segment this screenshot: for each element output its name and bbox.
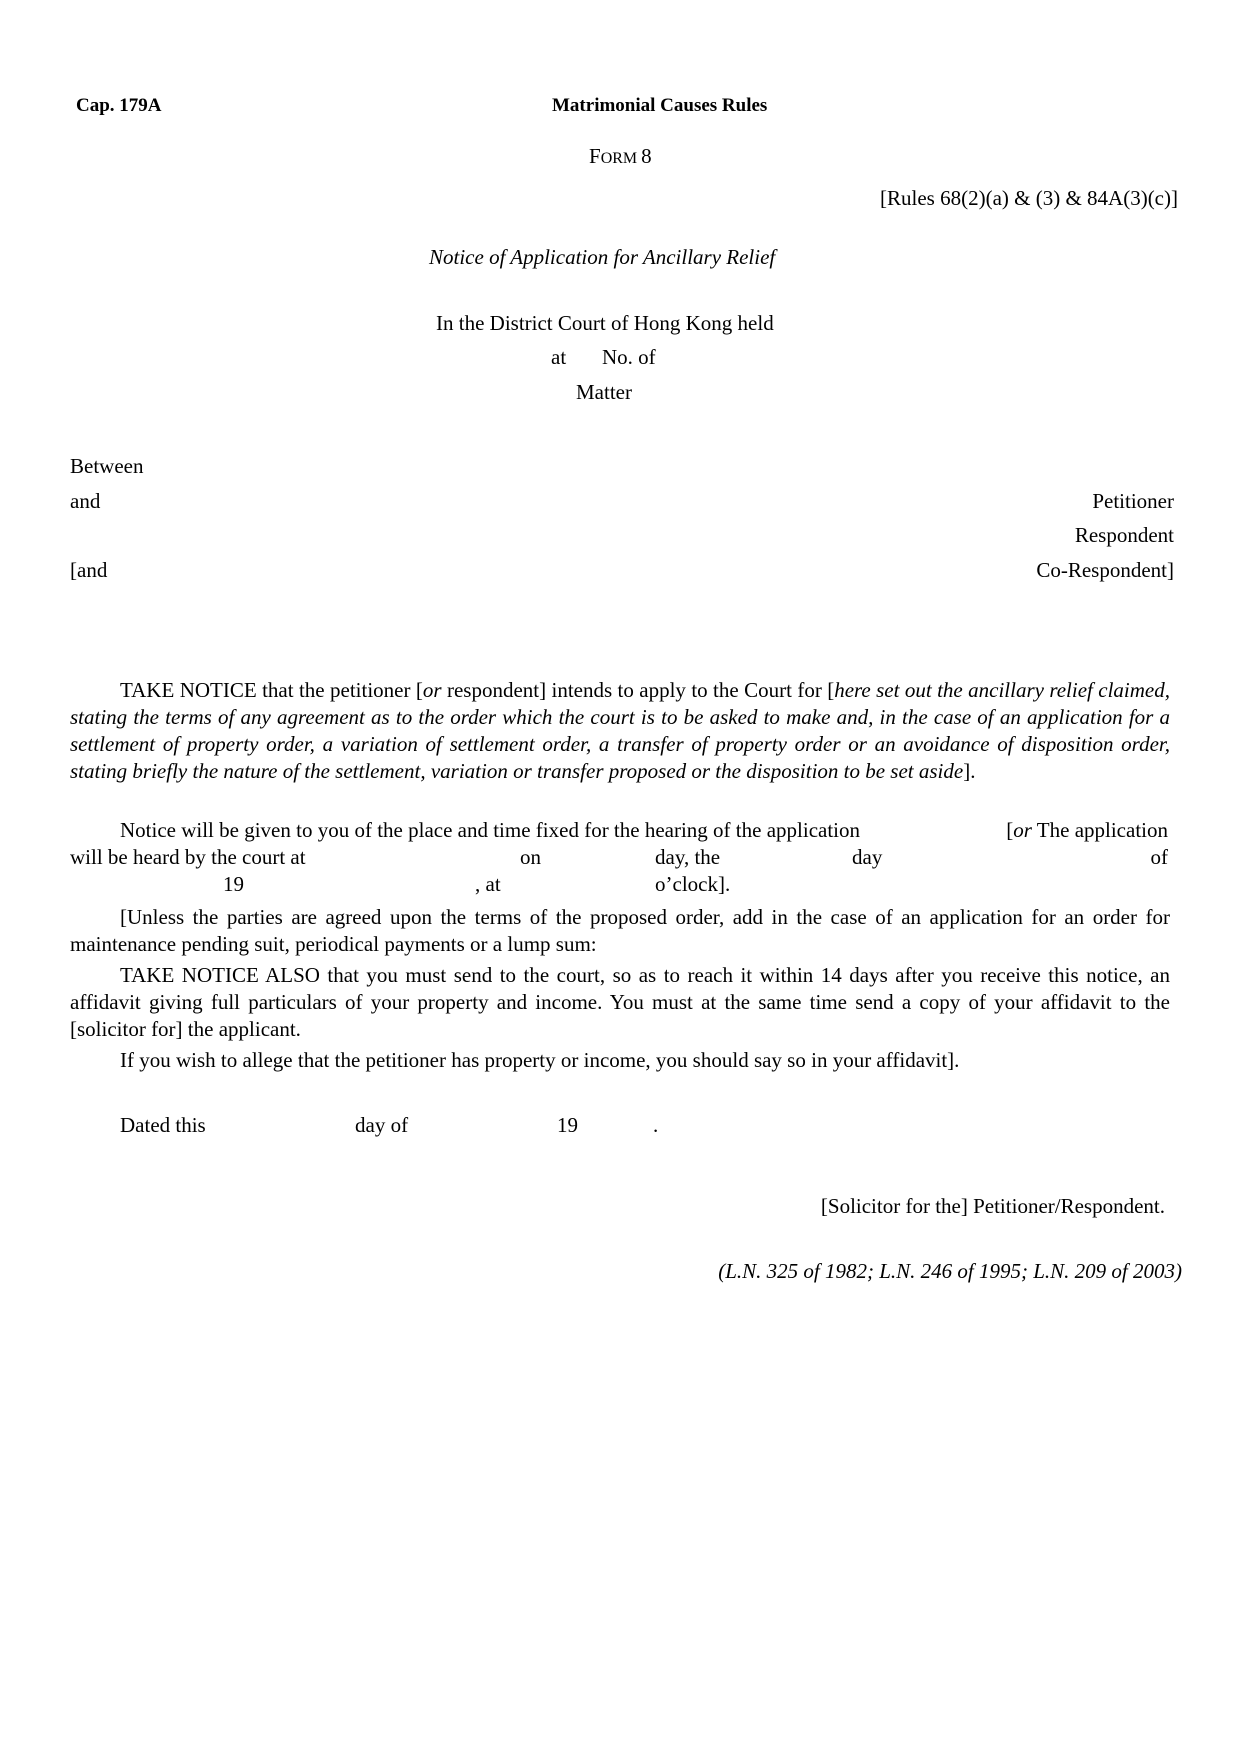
take-notice-paragraph bbox=[70, 677, 1170, 785]
p2-line2-on: on bbox=[520, 845, 541, 869]
dated-day-of: day of bbox=[355, 1113, 409, 1137]
document-title: Matrimonial Causes Rules bbox=[552, 95, 768, 116]
p2-line3-year: 19 bbox=[223, 872, 244, 896]
p1-or: or bbox=[422, 678, 442, 702]
form-label bbox=[589, 144, 652, 169]
dated-period: . bbox=[653, 1113, 659, 1137]
court-line: In the District Court of Hong Kong held bbox=[436, 311, 774, 335]
court-no-of: No. of bbox=[602, 345, 656, 369]
p2-line1-text: Notice will be given to you of the place and time fixed for the hearing of the application bbox=[120, 818, 861, 842]
p2-or: or bbox=[1013, 818, 1032, 842]
parties-and-bracket: [and bbox=[70, 558, 108, 582]
signature-line: [Solicitor for the] Petitioner/Respondent. bbox=[820, 1194, 1165, 1218]
rules-reference: [Rules 68(2)(a) & (3) & 84A(3)(c)] bbox=[880, 186, 1178, 210]
p1-text-end: ]. bbox=[963, 759, 976, 783]
p2-application: The application bbox=[1031, 818, 1168, 842]
p2-bracket: [ bbox=[1006, 818, 1014, 842]
notice-title: Notice of Application for Ancillary Relief bbox=[429, 245, 776, 269]
parties-and: and bbox=[70, 489, 101, 513]
p2-line1-alt bbox=[1006, 818, 1168, 843]
form-label-initial: F bbox=[589, 144, 601, 168]
p2-line2-text: will be heard by the court at bbox=[70, 845, 306, 869]
legal-notice-citation: (L.N. 325 of 1982; L.N. 246 of 1995; L.N. 209 of 2003) bbox=[718, 1259, 1182, 1283]
p2-line2-day-the: day, the bbox=[655, 845, 721, 869]
p2-line2-day: day bbox=[852, 845, 883, 869]
p2-line2-of: of bbox=[1150, 845, 1168, 869]
party-petitioner: Petitioner bbox=[1092, 489, 1174, 513]
dated-year: 19 bbox=[557, 1113, 578, 1137]
allegation-paragraph bbox=[70, 1047, 1170, 1074]
chapter-number: Cap. 179A bbox=[76, 95, 162, 116]
party-co-respondent: Co-Respondent] bbox=[1036, 558, 1174, 582]
parties-between: Between bbox=[70, 454, 144, 478]
unless-paragraph bbox=[70, 904, 1170, 958]
p2-line3-oclock: o’clock]. bbox=[655, 872, 731, 896]
p5-text: If you wish to allege that the petitioner has property or income, you should say so in your affidavit]. bbox=[120, 1048, 960, 1072]
party-respondent: Respondent bbox=[1074, 523, 1174, 547]
p1-text-start: TAKE NOTICE that the petitioner [ bbox=[120, 678, 423, 702]
form-label-rest: ORM bbox=[600, 150, 638, 167]
form-number: 8 bbox=[641, 144, 652, 168]
p4-text: TAKE NOTICE ALSO that you must send to the court, so as to reach it within 14 days after you receive this notice, an affidavit giving full particulars of your property and income. You must at the same time send a copy of your affidavit to the [solicitor for] the applicant. bbox=[70, 963, 1170, 1041]
dated-this: Dated this bbox=[120, 1113, 206, 1137]
take-notice-also-paragraph bbox=[70, 962, 1170, 1043]
p1-text-mid: respondent] intends to apply to the Court for [ bbox=[441, 678, 835, 702]
p2-line3-at: , at bbox=[475, 872, 501, 896]
court-matter: Matter bbox=[576, 380, 632, 404]
court-at: at bbox=[551, 345, 567, 369]
p3-text: [Unless the parties are agreed upon the terms of the proposed order, add in the case of an application for an order for maintenance pending suit, periodical payments or a lump sum: bbox=[70, 905, 1170, 956]
p1-italic-instructions: here set out the ancillary relief claimed, stating the terms of any agreement as to the order which the court is to be asked to make and, in the case of an application for a settlement of property order, a variation of settlement order, a transfer of property order or an avoidance of disposition order, stating briefly the nature of the settlement, variation or transfer proposed or the disposition to be set aside bbox=[70, 678, 1170, 783]
